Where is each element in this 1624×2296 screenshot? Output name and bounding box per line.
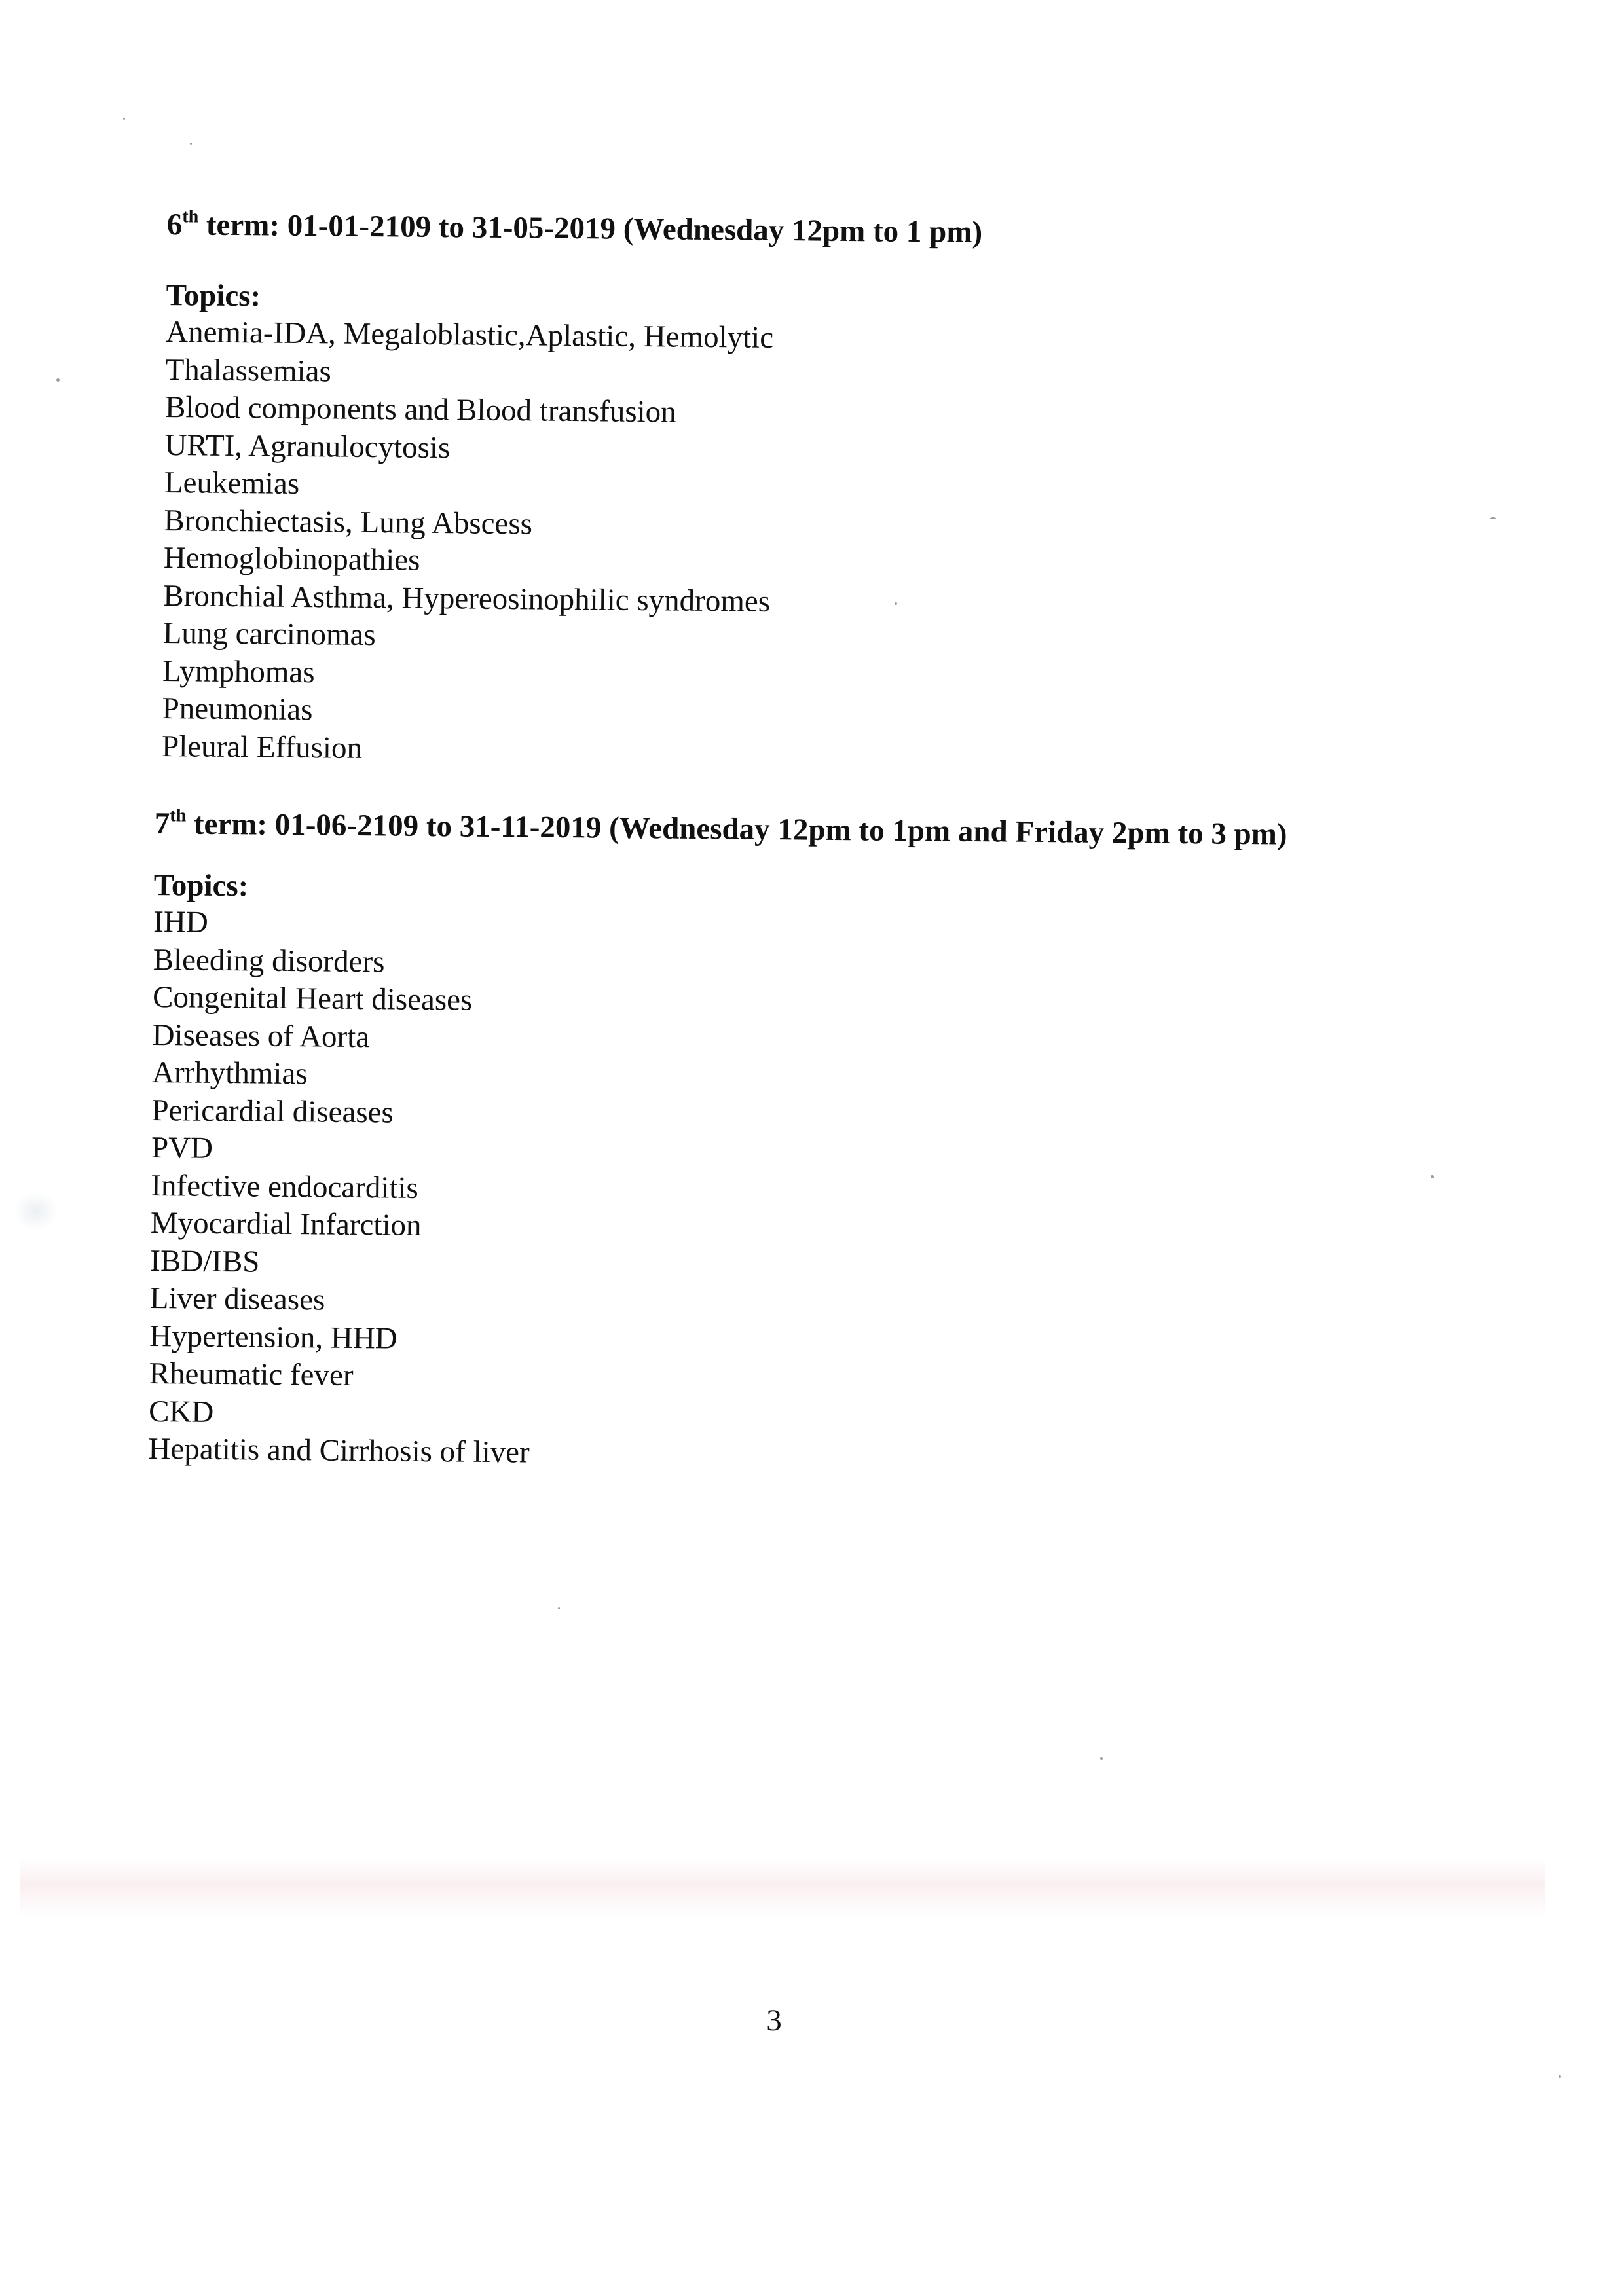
topic-item: Liver diseases	[149, 1281, 325, 1317]
topic-item: Lymphomas	[162, 653, 315, 689]
topic-item: CKD	[148, 1394, 214, 1429]
topic-item: URTI, Agranulocytosis	[164, 428, 451, 465]
scan-speck	[56, 378, 60, 382]
term-7-topics-label: Topics:	[153, 867, 249, 903]
topic-item: Bronchial Asthma, Hypereosinophilic syndromes	[163, 578, 771, 619]
topic-item: Pericardial diseases	[151, 1093, 394, 1130]
topic-item: Hepatitis and Cirrhosis of liver	[148, 1431, 530, 1470]
scan-speck	[1100, 1757, 1103, 1760]
scan-edge-shadow	[13, 1192, 59, 1231]
term-7-ordinal-suffix: th	[170, 805, 187, 826]
scan-speck	[123, 118, 125, 120]
topic-item: Diseases of Aorta	[152, 1017, 370, 1054]
term-7-section	[148, 805, 1287, 1479]
topic-item: Pleural Effusion	[161, 729, 363, 765]
topic-item: Thalassemias	[165, 352, 332, 388]
topic-item: IHD	[153, 904, 209, 939]
term-7-topic-list	[148, 903, 1286, 1479]
topic-item: Bronchiectasis, Lung Abscess	[164, 503, 533, 541]
topic-item: Leukemias	[164, 465, 300, 501]
topic-item: Rheumatic fever	[149, 1356, 354, 1393]
scan-speck	[190, 143, 192, 145]
topic-item: Anemia-IDA, Megaloblastic,Aplastic, Hemolytic	[165, 314, 774, 355]
topic-item: Hypertension, HHD	[149, 1319, 398, 1356]
scan-tint-band	[20, 1858, 1545, 1917]
term-7-heading	[154, 805, 1287, 853]
scan-speck	[1559, 2075, 1561, 2078]
term-6-heading	[166, 206, 982, 251]
term-6-ordinal-suffix: th	[182, 206, 199, 227]
topic-item: Pneumonias	[162, 691, 313, 727]
term-6-topic-list	[162, 314, 982, 773]
topic-item: Congenital Heart diseases	[152, 979, 473, 1017]
term-6-number: 6	[166, 207, 183, 242]
scan-speck	[558, 1607, 560, 1609]
scan-speck	[1490, 517, 1496, 519]
page-number: 3	[766, 2003, 782, 2037]
term-6-section	[162, 206, 983, 773]
topic-item: PVD	[151, 1130, 213, 1165]
topic-item: Arrhythmias	[151, 1055, 308, 1091]
topic-item: Hemoglobinopathies	[163, 540, 420, 577]
term-7-dates: term: 01-06-2109 to 31-11-2019 (Wednesday 12pm to 1pm and Friday 2pm to 3 pm)	[185, 807, 1287, 852]
topic-item: Blood components and Blood transfusion	[164, 390, 676, 429]
term-7-number: 7	[154, 806, 170, 841]
topic-item: Bleeding disorders	[153, 942, 385, 979]
scan-speck	[1431, 1175, 1434, 1178]
topic-item: IBD/IBS	[150, 1243, 260, 1279]
topic-item: Myocardial Infarction	[150, 1205, 422, 1243]
term-6-dates: term: 01-01-2109 to 31-05-2019 (Wednesday 12pm to 1 pm)	[198, 208, 983, 249]
scan-speck	[895, 602, 897, 605]
topic-item: Lung carcinomas	[162, 615, 376, 653]
topic-item: Infective endocarditis	[151, 1168, 419, 1205]
term-6-topics-label: Topics:	[166, 278, 261, 314]
